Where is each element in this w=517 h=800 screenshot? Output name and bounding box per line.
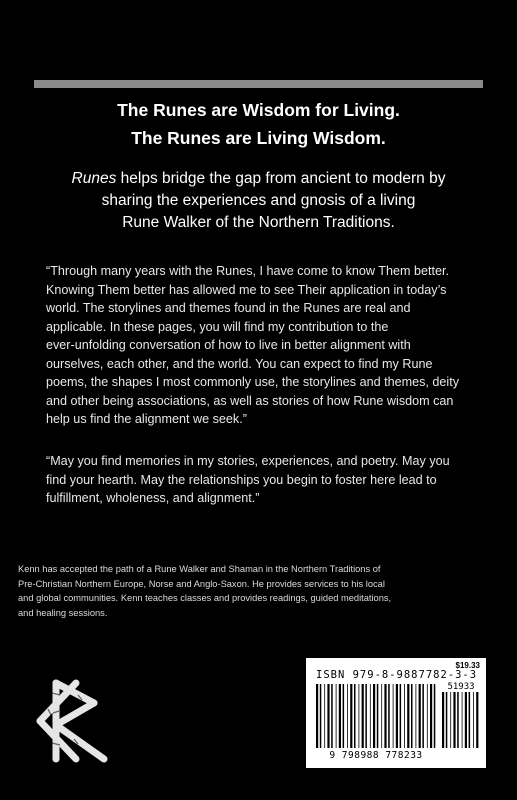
header-rule <box>34 80 483 88</box>
barcode-bar <box>416 684 417 748</box>
barcode-bar <box>377 684 379 748</box>
barcode-bar <box>457 692 459 748</box>
barcode-bar <box>343 684 345 748</box>
quote-paragraph-1 <box>46 262 486 429</box>
barcode-bar <box>404 684 405 748</box>
barcode-bar <box>339 684 341 748</box>
barcode-bar <box>400 684 402 748</box>
quote-2-line: fulfillment, wholeness, and alignment.” <box>46 491 260 505</box>
quote-2-line: “May you find memories in my stories, experiences, and poetry. May you <box>46 454 450 468</box>
lead-paragraph <box>20 168 497 234</box>
quote-paragraph-2 <box>46 452 486 508</box>
barcode-bar <box>359 684 360 748</box>
rune-logo-icon <box>34 673 120 765</box>
barcode-bar <box>388 684 390 748</box>
barcode-bar <box>473 692 474 748</box>
barcode-bar <box>434 684 436 748</box>
headline-line-1: The Runes are Wisdom for Living. <box>117 100 400 120</box>
barcode-bar <box>419 684 421 748</box>
barcode-bar <box>393 684 394 748</box>
barcode-bar <box>365 684 367 748</box>
barcode-bar <box>327 684 329 748</box>
quote-1-line: ourselves, each other, and the world. You can expect to find my Rune <box>46 356 433 371</box>
quote-1-line: “Through many years with the Runes, I have come to know Them better. <box>46 264 449 278</box>
quote-1-line: world. The storylines and themes found in the Runes are real and <box>46 301 411 315</box>
barcode-bar <box>476 692 478 748</box>
barcode-bar <box>422 684 424 748</box>
barcode-bar <box>469 692 471 748</box>
bio-line: and global communities. Kenn teaches classes and provides readings, guided meditations, <box>18 593 392 603</box>
lead-line-3: Rune Walker of the Northern Traditions. <box>122 214 395 231</box>
headline <box>0 96 517 152</box>
barcode-bar <box>350 684 352 748</box>
isbn-text: ISBN 979-8-9887782-3-3 <box>316 669 478 681</box>
barcode-bar <box>450 692 451 748</box>
barcode-bar <box>362 684 364 748</box>
barcode-bar <box>465 692 467 748</box>
bio-line: Pre-Christian Northern Europe, Norse and Anglo-Saxon. He provides services to his local <box>18 578 385 589</box>
barcode-bar <box>331 684 333 748</box>
barcode-bar <box>453 692 455 748</box>
barcode-bar <box>336 684 337 748</box>
barcode-bar <box>373 684 375 748</box>
quote-2-line: find your hearth. May the relationships you begin to foster here lead to <box>46 472 437 487</box>
barcode-bar <box>411 684 413 748</box>
quote-1-line: ever-unfolding conversation of how to live in better alignment with <box>46 338 411 352</box>
ean-number: 9 798988 778233 <box>329 750 423 761</box>
quote-1-line: applicable. In these pages, you will find my contribution to the <box>46 319 389 334</box>
barcode-bar <box>396 684 398 748</box>
headline-line-2: The Runes are Living Wisdom. <box>131 128 386 148</box>
barcode-bar <box>370 684 371 748</box>
barcode-bar <box>384 684 386 748</box>
lead-line-1 <box>20 168 497 190</box>
barcode-bar <box>427 684 428 748</box>
ean-barcode <box>316 684 436 748</box>
barcode-bar <box>407 684 409 748</box>
addon-barcode <box>442 692 480 748</box>
bio-line: Kenn has accepted the path of a Rune Walker and Shaman in the Northern Traditions of <box>18 564 381 574</box>
quote-1-line: poems, the shapes I most commonly use, the storylines and themes, deity <box>46 375 459 389</box>
quote-1-line: Knowing Them better has allowed me to see Their application in today’s <box>46 282 447 297</box>
lead-title-word: Runes <box>71 170 117 187</box>
bio-line: and healing sessions. <box>18 607 108 618</box>
barcode-bar <box>347 684 348 748</box>
lead-line-1-rest: helps bridge the gap from ancient to modern by <box>116 170 446 187</box>
barcode-bar <box>320 684 322 748</box>
author-bio <box>18 562 508 620</box>
price-label: $19.33 <box>455 661 480 670</box>
lead-line-2: sharing the experiences and gnosis of a living <box>101 192 416 209</box>
barcode-bar <box>324 684 325 748</box>
barcode-bar <box>462 692 463 748</box>
quote-1-line: help us find the alignment we seek.” <box>46 412 247 426</box>
barcode-bar <box>430 684 432 748</box>
barcode-bar <box>354 684 356 748</box>
barcode-bar <box>316 684 318 748</box>
quote-1-line: and other being associations, as well as stories of how Rune wisdom can <box>46 393 454 408</box>
barcode-bar <box>446 692 448 748</box>
barcode-bar <box>381 684 382 748</box>
addon-number: 51933 <box>447 682 475 692</box>
barcode-label <box>306 658 486 768</box>
barcode-bar <box>442 692 444 748</box>
